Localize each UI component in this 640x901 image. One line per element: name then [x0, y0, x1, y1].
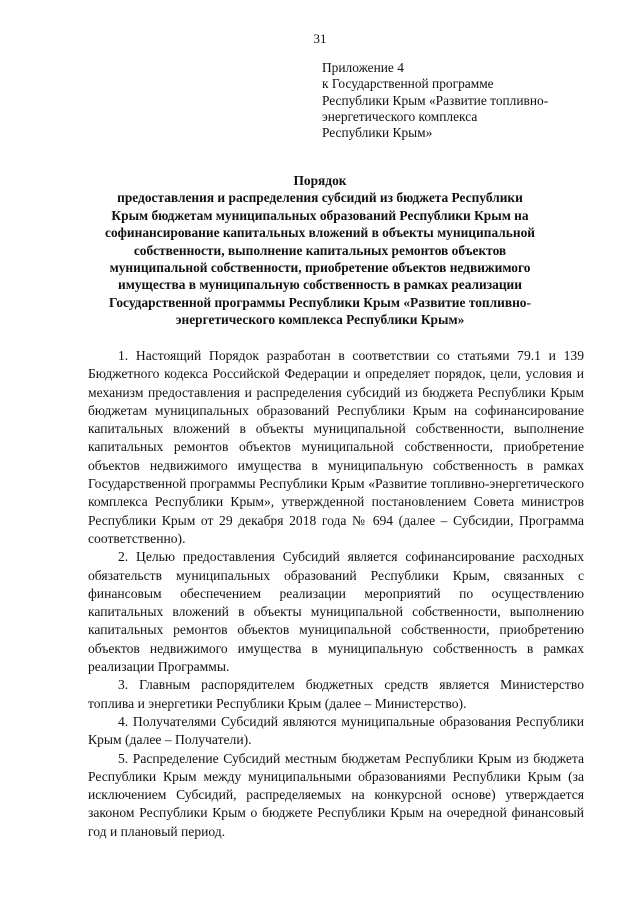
annex-note [322, 60, 622, 141]
page-number: 31 [313, 31, 327, 46]
annex-line: энергетического комплекса [322, 108, 478, 124]
heading-line: Крым бюджетам муниципальных образований Республики Крым на [111, 207, 529, 223]
annex-line: Республики Крым» [322, 125, 433, 141]
heading-line: предоставления и распределения субсидий из бюджета Республики [117, 190, 523, 206]
annex-line: Приложение 4 [322, 60, 404, 75]
annex-line: к Государственной программе [322, 76, 494, 92]
paragraph-1: 1. Настоящий Порядок разработан в соответствии со статьями 79.1 и 139 Бюджетного кодекса Российской Федерации и определяет порядок, цели, условия и механизм предоставления и распределения субсидий из бюджета Республики Крым бюджетам муниципальных образований Республики Крым на софинансирование капитальных вложений в объекты муниципальной собственности, выполнение капитальных ремонтов объектов муниципальной собственности, приобретение объектов недвижимого имущества в муниципальную собственность в рамках Государственной программы Республики Крым «Развитие топливно-энергетического комплекса Республики Крым», утвержденной постановлением Совета министров Республики Крым от 29 декабря 2018 года № 694 (далее – Субсидии, Программа соответственно). [88, 348, 584, 546]
document-title: Порядок [293, 173, 347, 188]
heading-line: софинансирование капитальных вложений в объекты муниципальной [105, 225, 535, 241]
heading-line: энергетического комплекса Республики Крым» [175, 312, 465, 328]
heading-line: собственности, выполнение капитальных ремонтов объектов [133, 242, 507, 258]
heading-line: муниципальной собственности, приобретение объектов недвижимого [109, 260, 531, 276]
heading-line: имущества в муниципальную собственность в рамках реализации [118, 277, 522, 293]
heading-line: Государственной программы Республики Крым «Развитие топливно- [109, 294, 531, 310]
annex-line: Республики Крым «Развитие топливно- [322, 92, 549, 108]
document-body [88, 347, 584, 841]
paragraph-5: 5. Распределение Субсидий местным бюджетам Республики Крым из бюджета Республики Крым между муниципальными образованиями Республики Крым (за исключением Субсидий, распределяемых на конкурсной основе) утверждается законом Республики Крым о бюджете Республики Крым на очередной финансовый год и плановый период. [88, 750, 584, 839]
paragraph-3: 3. Главным распорядителем бюджетных средств является Министерство топлива и энергетики Республики Крым (далее – Министерство). [88, 677, 584, 711]
paragraph-4: 4. Получателями Субсидий являются муниципальные образования Республики Крым (далее – Получатели). [88, 713, 584, 748]
document-heading [60, 172, 580, 329]
paragraph-2: 2. Целью предоставления Субсидий является софинансирование расходных обязательств муниципальных образований Республики Крым, связанных с финансовым обеспечением реализации мероприятий по осуществлению капитальных вложений в объекты муниципальной собственности, выполнению капитальных ремонтов объектов муниципальной собственности, приобретению объектов недвижимого имущества в муниципальную собственность в рамках реализации Программы. [88, 549, 584, 675]
